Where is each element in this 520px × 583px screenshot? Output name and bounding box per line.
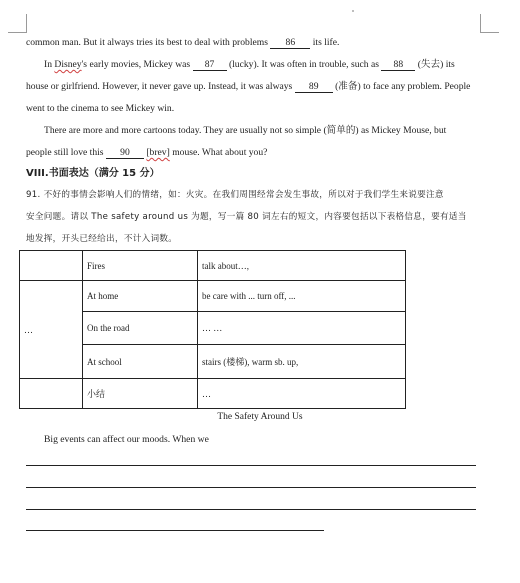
passage-text: common man. But it always tries its best to deal with problems (26, 37, 271, 48)
crop-mark-top-right (480, 14, 499, 33)
table-hint: talk about…, (198, 251, 406, 281)
essay-title: The Safety Around Us (217, 412, 303, 422)
writing-line[interactable] (26, 487, 476, 488)
table-row (20, 281, 406, 312)
table-hint: … (198, 379, 406, 409)
passage-text: house or girlfriend. However, it never gave up. Instead, it was always (26, 81, 295, 92)
disney-word: Disney (54, 59, 82, 70)
passage-line-4: went to the cinema to see Mickey win. (26, 103, 175, 114)
table-row (20, 251, 406, 281)
essay-opening: Big events can affect our moods. When we (44, 434, 209, 445)
passage-line-6 (26, 147, 267, 159)
passage-text: In (44, 59, 55, 70)
table-topic: 小结 (83, 379, 198, 409)
blank-87: 87 (193, 60, 227, 71)
passage-line-5: There are more and more cartoons today. They are usually not so simple (简单的) as Mickey Mouse, but (44, 125, 447, 136)
table-hint: be care with ... turn off, ... (198, 281, 406, 312)
table-cell-empty (20, 379, 83, 409)
passage-text: (准备) to face any problem. People (332, 81, 471, 92)
info-table (19, 250, 406, 409)
table-ellipsis: … (20, 281, 83, 379)
blank-89: 89 (295, 82, 333, 93)
table-topic: At school (83, 345, 198, 379)
page-dot (352, 10, 354, 12)
passage-text: 's early movies, Mickey was (81, 59, 193, 70)
passage-line-2 (44, 59, 455, 71)
table-row (20, 379, 406, 409)
crop-mark-top-left (8, 14, 27, 33)
passage-text: people still love this (26, 147, 106, 158)
question-line-3: 地发挥，开头已经给出，不计入词数。 (26, 234, 178, 244)
passage-text: mouse. What about you? (169, 147, 268, 158)
table-cell-empty (20, 251, 83, 281)
writing-line[interactable] (26, 509, 476, 510)
blank-88: 88 (381, 60, 415, 71)
passage-text: its life. (310, 37, 340, 48)
bracket-hint: [brev] (146, 147, 170, 158)
blank-86: 86 (270, 38, 310, 49)
passage-line-1 (26, 37, 339, 49)
section-heading: VIII.书面表达（满分 15 分） (26, 168, 160, 179)
blank-90: 90 (106, 148, 144, 159)
question-line-2: 安全问题。请以 The safety around us 为题，写一篇 80 词左右的短文，内容要包括以下表格信息，要有适当 (26, 212, 467, 222)
passage-line-3 (26, 81, 470, 93)
table-hint: … … (198, 312, 406, 345)
table-topic: Fires (83, 251, 198, 281)
table-hint: stairs (楼梯), warm sb. up, (198, 345, 406, 379)
writing-line[interactable] (26, 465, 476, 466)
question-line-1: 91. 不好的事情会影响人们的情绪，如：火灾。在我们周围经常会发生事故，所以对于我们学生来说要注意 (26, 190, 444, 200)
passage-text: (lucky). It was often in trouble, such as (226, 59, 382, 70)
table-topic: At home (83, 281, 198, 312)
passage-text: (失去) its (415, 59, 455, 70)
table-topic: On the road (83, 312, 198, 345)
writing-line[interactable] (26, 530, 324, 531)
